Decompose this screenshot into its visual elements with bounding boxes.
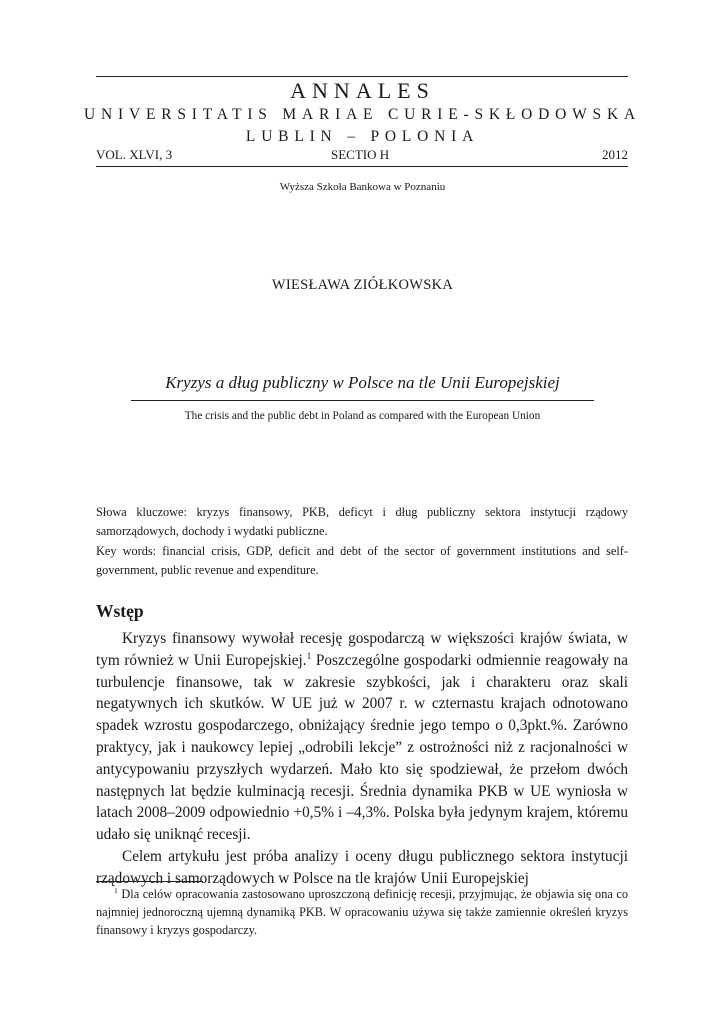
article-body xyxy=(96,628,628,890)
paragraph-1-part-2: Poszczególne gospodarki odmiennie reagowały na turbulencje finansowe, tak w zakresie szybkości, jak i charakteru oraz skali negatywnych ich skutków. W UE już w 2007 r. w czternastu krajach odnotowano spadek wzrostu gospodarczego, obniżający średnie jego tempo o 0,3pkt.%. Zarówno praktycy, jak i naukowcy lepiej „odrobili lekcje” z ostrożności niż z racjonalności w antycypowaniu przyszłych wydarzeń. Mało kto się spodziewał, że przełom dwóch następnych lat będzie kulminacją recesji. Średnia dynamika PKB w UE wyniosła w latach 2008–2009 odpowiednio +0,5% i –4,3%. Polska była jedynym krajem, któremu udało się uniknąć recesji. xyxy=(96,651,628,844)
title-rule xyxy=(131,400,594,401)
journal-city: LUBLIN – POLONIA xyxy=(245,128,480,145)
article-title-en: The crisis and the public debt in Poland as compared with the European Union xyxy=(184,410,541,422)
footnote-reference: 1 xyxy=(306,651,312,662)
paragraph-1-part-1: Kryzys finansowy wywołał recesję gospodarczą w większości krajów świata, w tym również w Unii Europejskiej. xyxy=(96,630,628,669)
year-label: 2012 xyxy=(602,147,628,162)
header-top-rule xyxy=(96,76,628,77)
keywords-en: Key words: financial crisis, GDP, deficit and debt of the sector of government institutions and self-government, public revenue and expenditure. xyxy=(96,544,628,577)
header-bottom-rule xyxy=(96,166,628,167)
footnote-marker: 1 xyxy=(114,885,118,895)
section-label: SECTIO H xyxy=(331,147,390,162)
footnote-rule xyxy=(96,881,203,882)
keywords-pl: Słowa kluczowe: kryzys finansowy, PKB, deficyt i dług publiczny sektora instytucji rządowy samorządowych, dochody i wydatki publiczne. xyxy=(96,505,628,538)
article-title-pl: Kryzys a dług publiczny w Polsce na tle Unii Europejskiej xyxy=(165,373,560,392)
university-name: UNIVERSITATIS MARIAE CURIE-SKŁODOWSKA xyxy=(84,106,641,123)
journal-title: ANNALES xyxy=(290,78,435,103)
paragraph-2: Celem artykułu jest próba analizy i oceny długu publicznego sektora instytucji rządowych i samorządowych w Polsce na tle krajów Unii Europejskiej xyxy=(96,847,628,887)
footnote xyxy=(96,885,628,939)
volume-label: VOL. XLVI, 3 xyxy=(96,147,173,162)
author-name: WIESŁAWA ZIÓŁKOWSKA xyxy=(271,277,454,293)
paragraph-1 xyxy=(96,628,628,846)
footnote-text: Dla celów opracowania zastosowano uproszczoną definicję recesji, przyjmując, że objawia się ona co najmniej jednoroczną ujemną dynamiką PKB. W opracowaniu używa się także zamiennie określeń kryzys finansowy i kryzys gospodarczy. xyxy=(96,887,628,937)
section-heading: Wstęp xyxy=(96,601,144,621)
author-affiliation: Wyższa Szkoła Bankowa w Poznaniu xyxy=(279,181,446,193)
